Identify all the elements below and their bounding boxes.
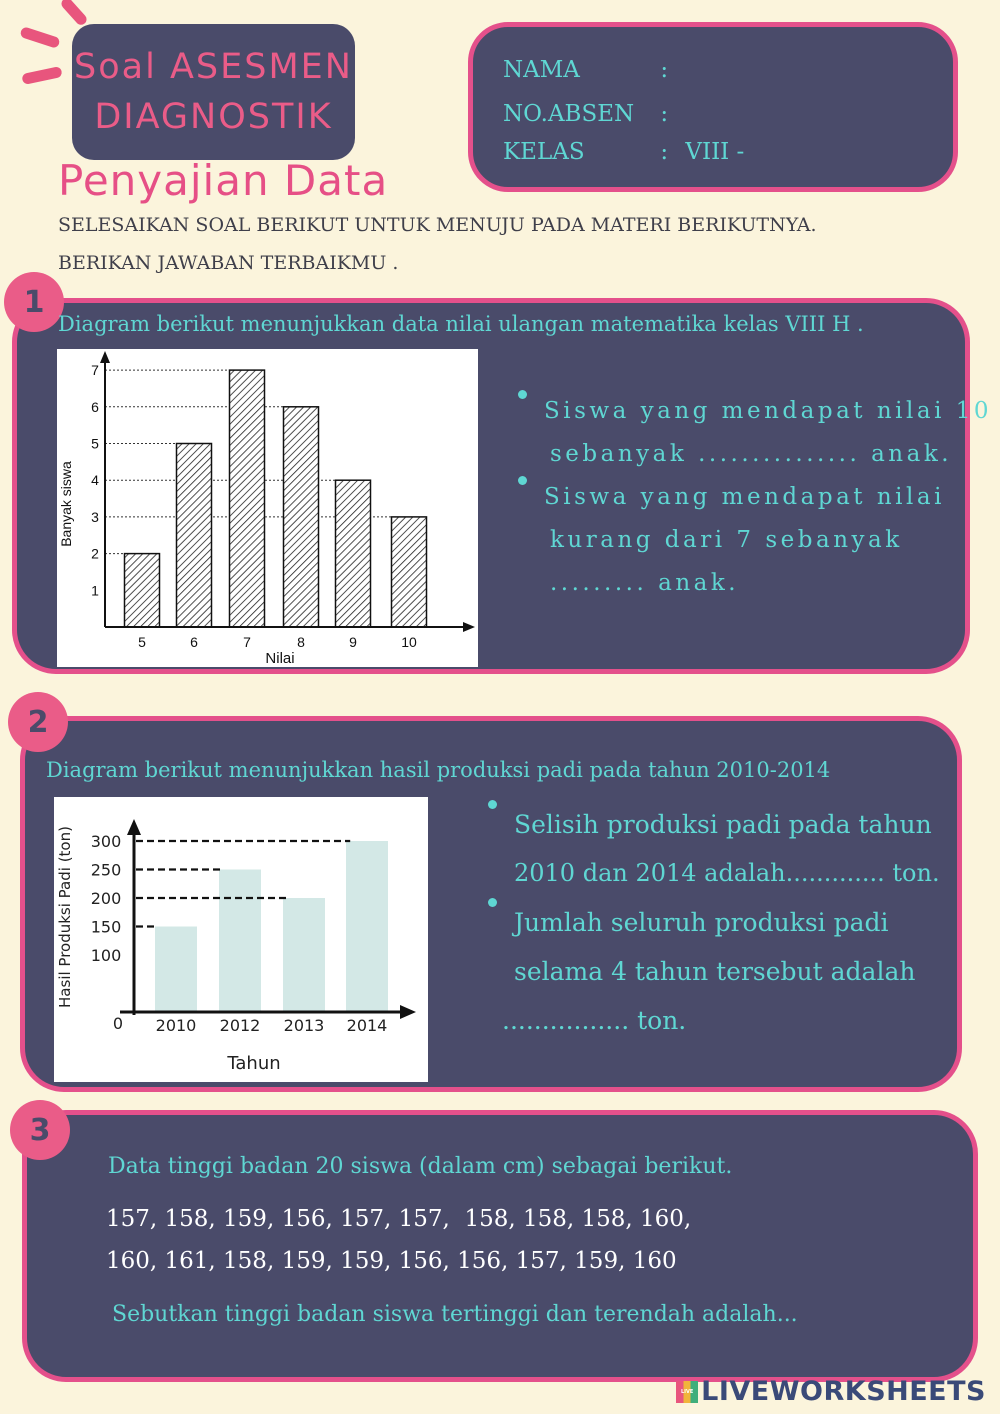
chart-1-ytick-6: 6 — [91, 398, 99, 415]
chart-1-xtick-5: 5 — [138, 634, 146, 650]
liveworksheets-brand[interactable] — [676, 1376, 986, 1407]
decor-stroke-3 — [21, 66, 62, 85]
chart-1-y-arrow — [100, 351, 110, 363]
chart-2-x-arrow — [400, 1005, 416, 1019]
chart-1-nilai — [57, 349, 478, 667]
chart-1-bar-8 — [284, 407, 319, 627]
question-3-question: Sebutkan tinggi badan siswa tertinggi dan terendah adalah... — [112, 1302, 798, 1327]
question-2-bullet-1 — [514, 800, 940, 898]
decor-stroke-2 — [19, 26, 60, 49]
chart-2-ytick-150: 150 — [90, 917, 122, 937]
name-row — [503, 57, 668, 83]
q2-bullet-1-line-1: Selisih produksi padi pada tahun — [514, 810, 932, 839]
question-2-prompt: Diagram berikut menunjukkan hasil produksi padi pada tahun 2010-2014 — [46, 758, 831, 782]
absen-row — [503, 101, 668, 127]
chart-1-frame — [57, 349, 478, 667]
chart-2-zero-label: 0 — [112, 1014, 124, 1033]
question-1-number: 1 — [4, 272, 64, 332]
chart-2-ytick-200: 200 — [90, 889, 122, 908]
question-3-prompt: Data tinggi badan 20 siswa (dalam cm) sebagai berikut. — [108, 1154, 733, 1179]
title-line-1: Soal ASESMEN — [74, 47, 353, 87]
chart-2-bar-2012 — [219, 870, 261, 1013]
chart-2-xtick-2014: 2014 — [346, 1016, 388, 1035]
q2-bullet-2-line-1: Jumlah seluruh produksi padi — [514, 908, 889, 937]
q1-bullet-1-line-1: Siswa yang mendapat nilai 10 — [544, 398, 993, 424]
kelas-separator: : — [660, 139, 669, 165]
chart-1-ytick-3: 3 — [91, 508, 99, 525]
chart-1-bar-5 — [125, 554, 160, 627]
chart-2-bar-2013 — [283, 898, 325, 1012]
q1-bullet-2-line-2: kurang dari 7 sebanyak — [550, 527, 903, 553]
chart-1-xtick-7: 7 — [243, 634, 251, 650]
decor-stroke-1 — [59, 0, 89, 27]
chart-2-xtick-2012: 2012 — [219, 1016, 261, 1035]
chart-1-ytick-1: 1 — [91, 582, 99, 599]
q2-bullet-2-line-3: ................ ton. — [502, 1006, 687, 1035]
instruction-line-2: BERIKAN JAWABAN TERBAIKMU . — [58, 252, 399, 274]
chart-1-bar-6 — [177, 444, 212, 628]
chart-2-xlabel: Tahun — [227, 1053, 281, 1074]
absen-label: NO.ABSEN — [503, 101, 635, 127]
chart-1-xtick-8: 8 — [297, 634, 305, 650]
chart-1-bar-9 — [336, 480, 371, 627]
q1-bullet-2-line-3: ......... anak. — [550, 570, 740, 596]
question-2-number: 2 — [8, 692, 68, 752]
question-3-data-line-1: 157, 158, 159, 156, 157, 157, 158, 158, 158, 160, — [106, 1206, 692, 1232]
question-3-card — [22, 1110, 978, 1382]
chart-1-ytick-7: 7 — [91, 362, 99, 379]
chart-2-y-arrow — [127, 819, 141, 835]
question-1-bullet-2 — [544, 476, 992, 605]
liveworksheets-name: LIVEWORKSHEETS — [701, 1376, 986, 1407]
instruction-line-1: SELESAIKAN SOAL BERIKUT UNTUK MENUJU PADA MATERI BERIKUTNYA. — [58, 214, 817, 236]
chart-1-x-arrow — [463, 622, 475, 632]
q2-bullet-1-line-2: 2010 dan 2014 adalah............. ton. — [514, 859, 940, 887]
question-2-bullet-2 — [502, 898, 940, 1045]
chart-1-ytick-2: 2 — [91, 545, 99, 562]
chart-1-ytick-5: 5 — [91, 435, 99, 452]
q1-bullet-2-line-1: Siswa yang mendapat nilai — [544, 484, 945, 510]
chart-2-bar-2010 — [155, 927, 197, 1013]
chart-1-bar-10 — [392, 517, 427, 627]
question-1-bullets — [544, 390, 992, 605]
chart-1-xtick-9: 9 — [349, 634, 357, 650]
q2-bullet-2-line-2: selama 4 tahun tersebut adalah — [514, 957, 916, 986]
absen-separator: : — [660, 101, 669, 127]
question-3-number: 3 — [10, 1100, 70, 1160]
chart-2-bar-2014 — [346, 841, 388, 1012]
name-separator: : — [660, 57, 669, 83]
chart-1-ytick-4: 4 — [91, 472, 99, 489]
kelas-label: KELAS — [503, 139, 585, 165]
chart-2-ytick-250: 250 — [90, 860, 122, 880]
chart-2-xtick-2013: 2013 — [283, 1016, 325, 1035]
chart-2-ytick-100: 100 — [90, 946, 122, 965]
question-2-bullets — [502, 800, 940, 1045]
kelas-value: VIII - — [685, 139, 745, 165]
kelas-row — [503, 139, 744, 165]
title-box — [72, 24, 355, 160]
identity-box — [468, 22, 958, 192]
liveworksheets-logo-icon: LIVE — [676, 1381, 698, 1403]
q1-bullet-1-line-2: sebanyak ............... anak. — [550, 441, 953, 467]
chart-2-ytick-300: 300 — [90, 832, 122, 851]
chart-2-xtick-2010: 2010 — [155, 1016, 197, 1035]
chart-2-frame — [54, 797, 428, 1082]
question-1-prompt: Diagram berikut menunjukkan data nilai ulangan matematika kelas VIII H . — [58, 312, 864, 336]
question-3-data-line-2: 160, 161, 158, 159, 159, 156, 156, 157, 159, 160 — [106, 1248, 677, 1274]
title-line-2: DIAGNOSTIK — [94, 97, 333, 137]
chart-1-bar-7 — [230, 370, 265, 627]
chart-1-xtick-6: 6 — [190, 634, 198, 650]
chart-2-ylabel: Hasil Produksi Padi (ton) — [56, 826, 74, 1008]
name-label: NAMA — [503, 57, 580, 83]
chart-1-xlabel: Nilai — [265, 650, 295, 667]
question-1-bullet-1 — [544, 390, 992, 476]
chart-2-produksi — [54, 797, 428, 1082]
chart-1-ylabel: Banyak siswa — [58, 461, 74, 547]
chart-1-xtick-10: 10 — [401, 634, 417, 650]
page-subtitle: Penyajian Data — [58, 156, 389, 205]
